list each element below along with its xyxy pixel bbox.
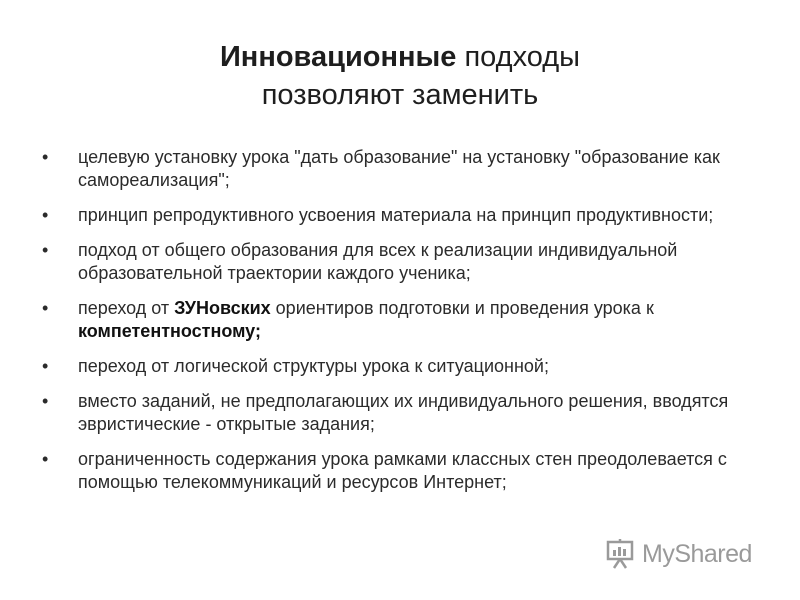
bullet-bold-competence: компетентностному;: [78, 321, 261, 341]
bullet-list: [42, 146, 762, 506]
title-line-2: позволяют заменить: [261, 79, 539, 111]
bullet-text: вместо заданий, не предполагающих их индивидуального решения, вводятся эвристические - открытые задания;: [78, 391, 729, 434]
bullet-icon: •: [42, 356, 49, 376]
bullet-text: подход от общего образования для всех к реализации индивидуальной образовательной траектории каждого ученика;: [78, 240, 678, 283]
myshared-logo-text: MyShared: [642, 539, 752, 568]
bullet-text: принцип репродуктивного усвоения материала на принцип продуктивности;: [78, 205, 714, 225]
bullet-text: ограниченность содержания урока рамками классных стен преодолевается с помощью телекоммуникаций и ресурсов Интернет;: [78, 449, 727, 492]
title-line-1: [0, 38, 800, 76]
bullet-icon: •: [42, 391, 49, 411]
bullet-text-pre: переход от: [78, 298, 175, 318]
bullet-icon: •: [42, 205, 49, 225]
bullet-icon: •: [42, 298, 49, 318]
myshared-logo-icon: [606, 538, 636, 570]
title-rest: подходы: [456, 41, 581, 73]
title-bold-word: Инновационные: [219, 41, 457, 73]
bullet-text-mid: ориентиров подготовки и проведения урока к: [270, 298, 654, 318]
bullet-bold-zun: ЗУНовских: [174, 298, 271, 318]
bullet-icon: •: [42, 240, 49, 260]
bullet-item-2: [42, 204, 762, 227]
bullet-item-7: [42, 448, 762, 494]
bullet-icon: •: [42, 147, 49, 167]
bullet-item-1: [42, 146, 762, 192]
bullet-item-6: [42, 390, 762, 436]
bullet-text: целевую установку урока "дать образование" на установку "образование как самореализация";: [78, 147, 720, 190]
myshared-watermark: [606, 534, 766, 574]
bullet-item-5: [42, 355, 762, 378]
bullet-item-4: [42, 297, 762, 343]
bullet-icon: •: [42, 449, 49, 469]
bullet-item-3: [42, 239, 762, 285]
slide-title: [0, 38, 800, 114]
bullet-text: переход от логической структуры урока к ситуационной;: [78, 356, 549, 376]
